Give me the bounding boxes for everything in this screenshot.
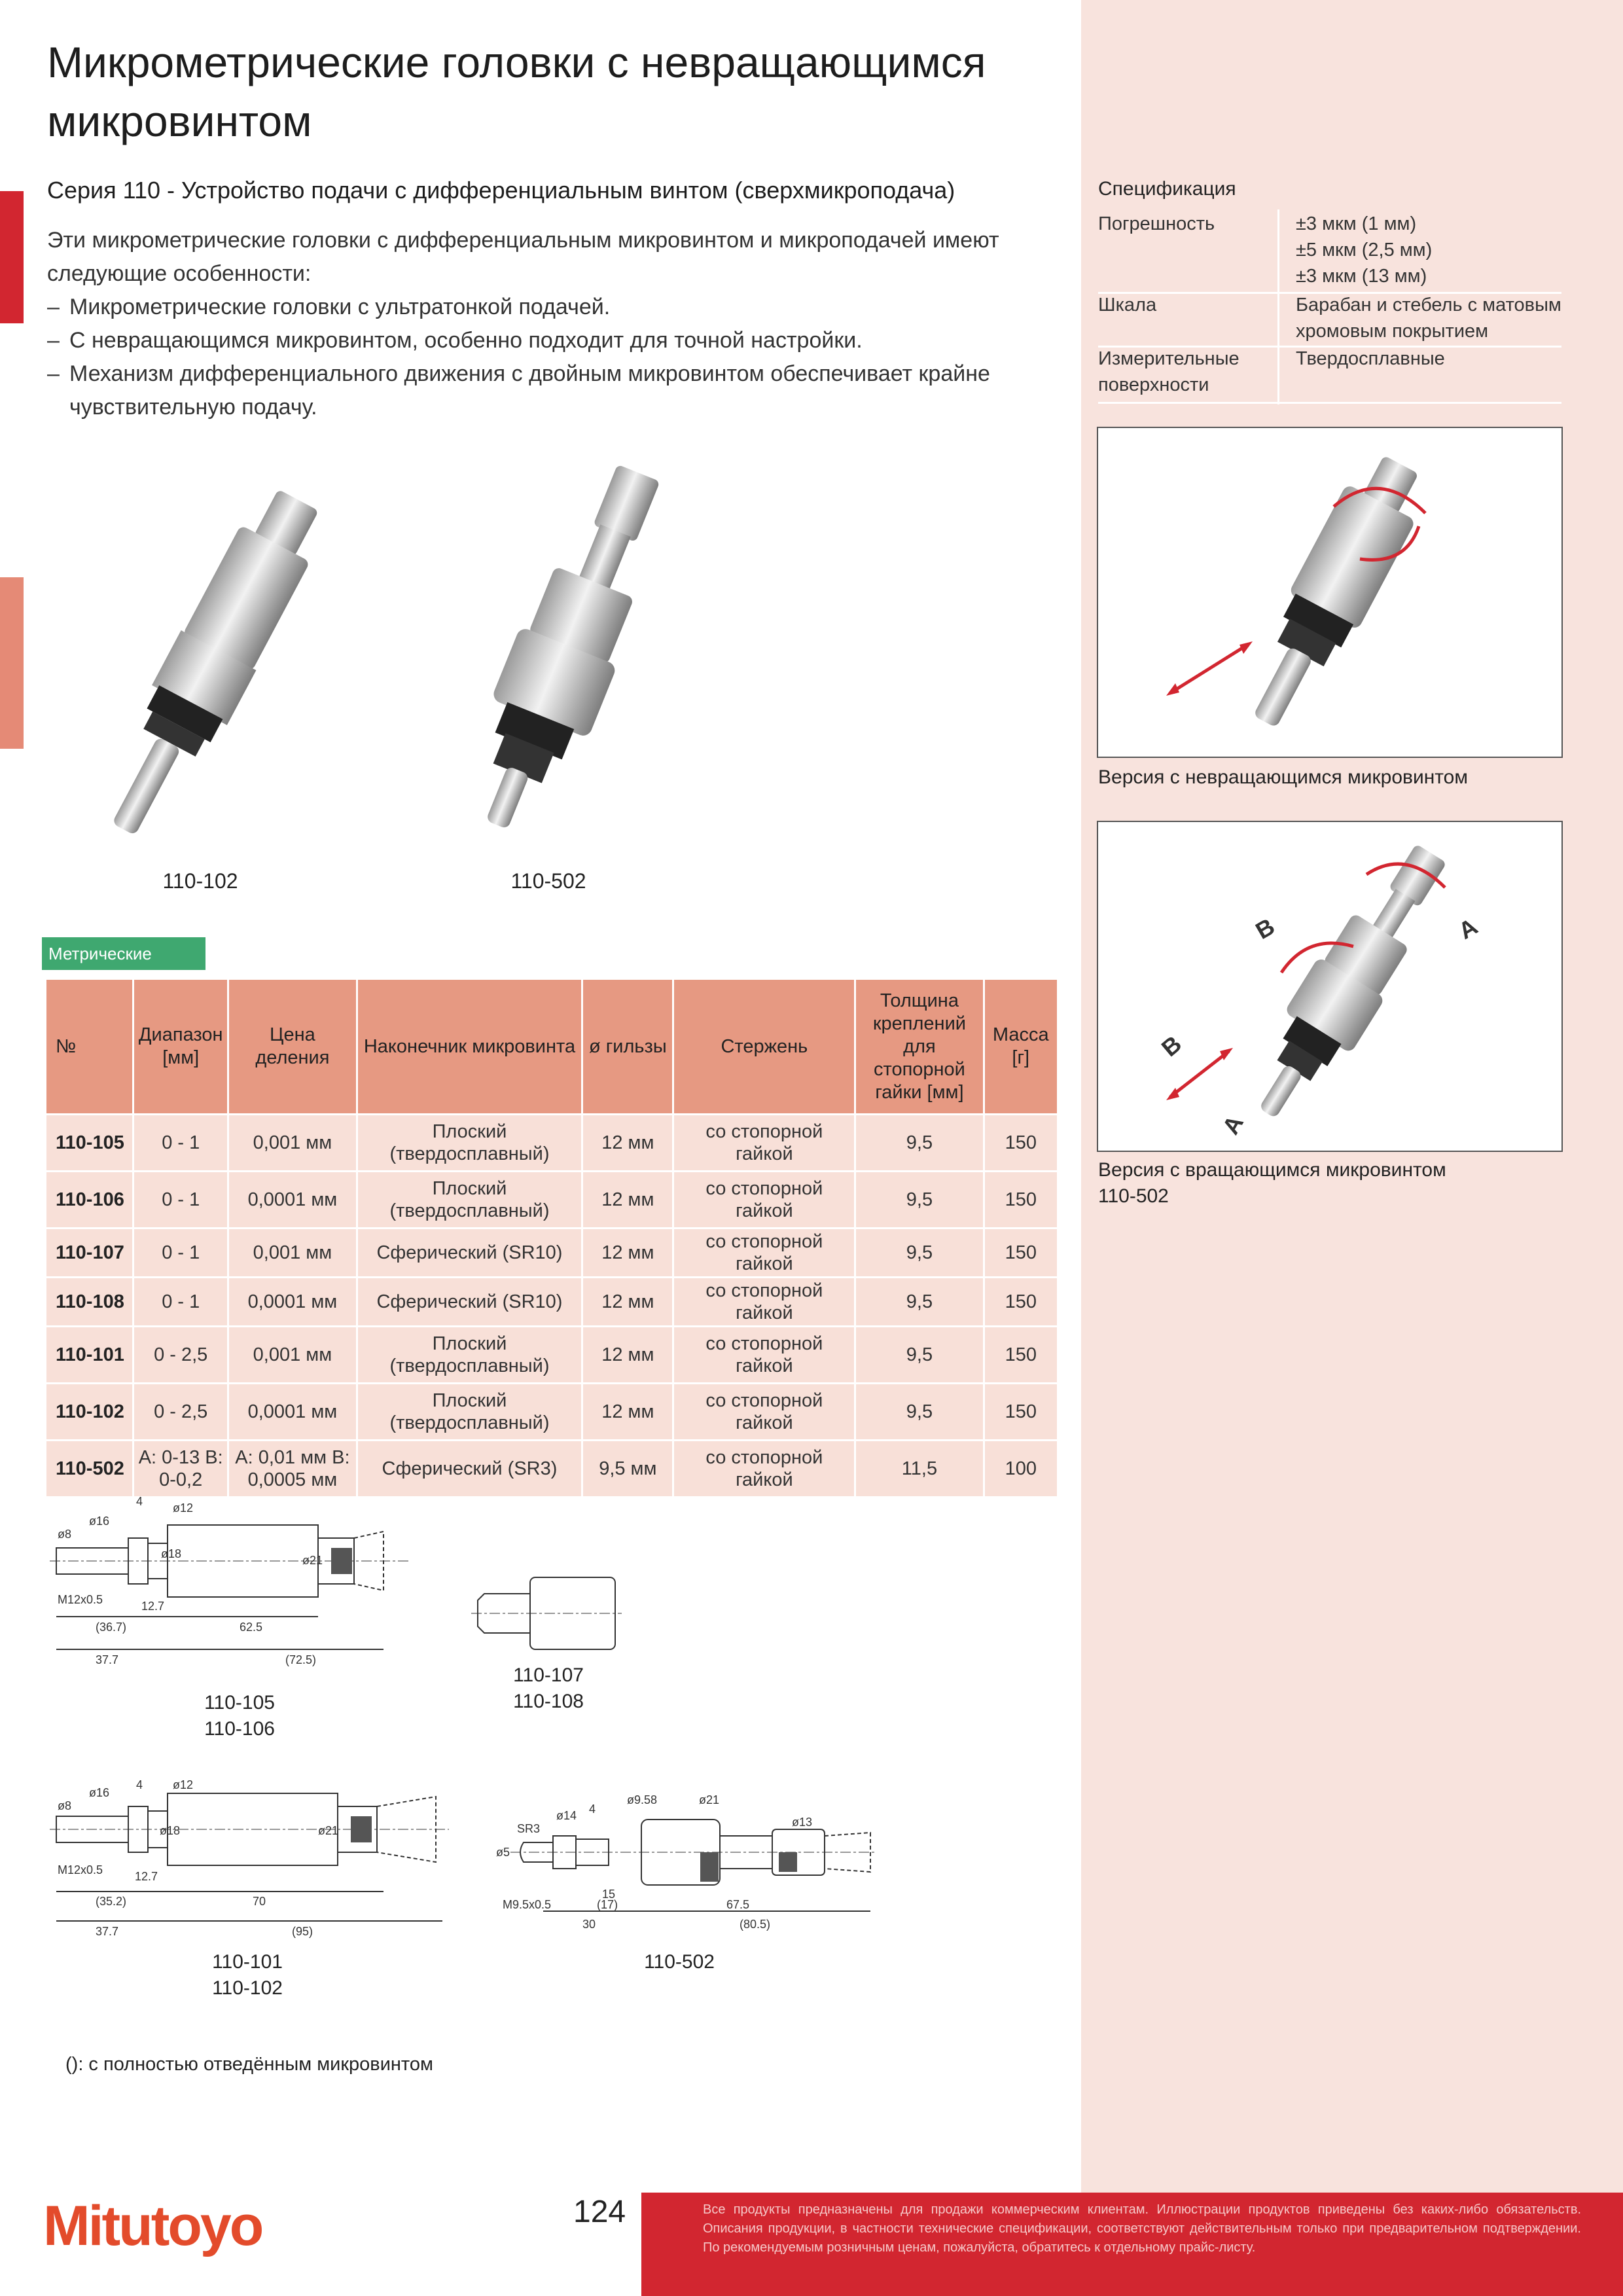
dimension-label: 4 [589,1803,596,1816]
spec-label-scale: Шкала [1098,295,1157,315]
dimension-label: 37.7 [96,1925,119,1938]
dimension-label: ø8 [58,1799,72,1812]
cell: со стопорной гайкой [673,1115,855,1172]
dimension-label: ø9.58 [627,1793,658,1806]
cell: 9,5 [855,1115,984,1172]
bullet-item: – Микрометрические головки с ультратонкой подачей. [47,295,611,319]
cell: 0,0001 мм [228,1384,357,1441]
mark-b: B [1156,1030,1187,1062]
cell: 150 [984,1115,1058,1172]
metric-tag: Метрические [42,937,205,970]
cell: 110-102 [46,1384,134,1441]
cell: 110-108 [46,1278,134,1327]
cell: 9,5 [855,1229,984,1278]
mark-b: B [1251,912,1279,944]
cell: Сферический (SR10) [357,1229,582,1278]
cell: A: 0-13 B: 0-0,2 [134,1441,228,1498]
cell: 12 мм [582,1229,673,1278]
table-row [46,1278,1058,1327]
dimension-label: ø16 [89,1786,110,1799]
cell: 150 [984,1172,1058,1229]
section-marker-salmon [0,577,24,749]
spec-divider [1277,209,1279,404]
bullet-item: – Механизм дифференциального движения с двойным микровинтом обеспечивает крайне чувствительную подачу. [47,361,990,420]
cell: 9,5 [855,1278,984,1327]
bullet-item: – С невращающимся микровинтом, особенно подходит для точной настройки. [47,328,863,353]
cell: 0,001 мм [228,1115,357,1172]
dimension-label: ø13 [792,1816,813,1829]
micrometer-head-illustration [1098,428,1561,757]
table-row [46,1327,1058,1384]
dimension-label: ø21 [699,1793,720,1806]
dimension-label: 37.7 [96,1653,119,1666]
spec-value-accuracy: ±3 мкм (1 мм) ±5 мкм (2,5 мм) ±3 мкм (13 мм) [1296,213,1433,287]
technical-drawing-110-502 [491,1780,883,1937]
cell: Плоский (твердосплавный) [357,1384,582,1441]
drawing-label: 110-101 110-102 [212,1951,283,1999]
photo-label: 110-502 [510,869,586,893]
dimension-label: 15 [602,1888,616,1901]
table-row [46,1115,1058,1172]
spec-row-divider [1098,402,1561,404]
dimension-label: SR3 [517,1822,541,1835]
cell: 110-105 [46,1115,134,1172]
cell: 12 мм [582,1115,673,1172]
cell: 12 мм [582,1384,673,1441]
col-header: Толщина креплений для стопорной гайки [мм] [855,979,984,1115]
technical-drawing-110-107 [471,1571,628,1656]
cell: 0 - 2,5 [134,1327,228,1384]
dimension-label: 62.5 [240,1621,263,1634]
cell: Плоский (твердосплавный) [357,1327,582,1384]
dimension-label: 67.5 [726,1898,750,1911]
cell: 110-106 [46,1172,134,1229]
drawing-label: 110-502 [644,1951,715,1973]
cell: 0 - 1 [134,1229,228,1278]
spec-value-scale: Барабан и стебель с матовым хромовым покрытием [1296,295,1561,342]
micrometer-head-illustration [1098,822,1561,1151]
cell: Сферический (SR3) [357,1441,582,1498]
mark-a: A [1454,912,1482,944]
cell: 150 [984,1327,1058,1384]
dimension-label: ø18 [161,1547,182,1560]
dimension-label: ø16 [89,1515,110,1528]
col-header: Цена деления [228,979,357,1115]
col-header: № [46,979,134,1115]
dimension-label: 4 [136,1495,143,1508]
cell: Плоский (твердосплавный) [357,1172,582,1229]
dimension-label: ø21 [302,1554,323,1567]
cell: 0 - 1 [134,1115,228,1172]
cell: 110-101 [46,1327,134,1384]
cell: со стопорной гайкой [673,1441,855,1498]
cell: со стопорной гайкой [673,1172,855,1229]
cell: 150 [984,1278,1058,1327]
cell: 150 [984,1229,1058,1278]
dimension-label: (35.2) [96,1895,127,1908]
rotating-spindle-photo [1097,821,1563,1152]
table-row [46,1229,1058,1278]
cell: 11,5 [855,1441,984,1498]
dimension-label: 30 [582,1918,596,1931]
cell: со стопорной гайкой [673,1384,855,1441]
dimension-label: (72.5) [285,1653,317,1666]
dimension-label: 4 [136,1778,143,1791]
cell: 12 мм [582,1327,673,1384]
cell: 12 мм [582,1172,673,1229]
spec-label-accuracy: Погрешность [1098,213,1215,234]
dimension-label: ø21 [318,1824,339,1837]
dimension-label: 70 [253,1895,266,1908]
product-table [45,978,1059,1498]
cell: 9,5 [855,1327,984,1384]
intro-text: Эти микрометрические головки с дифференциальным микровинтом и микроподачей имеют следующие особенности: [47,228,999,286]
dimension-label: ø5 [496,1846,510,1859]
section-marker-red [0,191,24,323]
retracted-note: (): с полностью отведённым микровинтом [65,2054,433,2075]
dimension-label: ø14 [556,1809,577,1822]
spec-value-surfaces: Твердосплавные [1296,348,1445,369]
cell: со стопорной гайкой [673,1278,855,1327]
footer-disclaimer: Все продукты предназначены для продажи коммерческим клиентам. Иллюстрации продуктов приведены без каких-либо обязательств. Описания продукции, в частности технические спецификации, соответствуют действительным только при предварительном подтверждении. По рекомендуемым розничным ценам, пожалуйста, обратитесь к отдельному прайс-листу. [703,2202,1581,2255]
cell: 12 мм [582,1278,673,1327]
cell: 0 - 1 [134,1278,228,1327]
table-row [46,1172,1058,1229]
col-header: Масса [г] [984,979,1058,1115]
cell: со стопорной гайкой [673,1327,855,1384]
dimension-label: 12.7 [141,1600,165,1613]
product-photo-110-502 [380,452,746,870]
dimension-label: M9.5x0.5 [503,1898,552,1911]
cell: 9,5 мм [582,1441,673,1498]
spec-label-surfaces: Измерительные поверхности [1098,348,1240,395]
photo-label: 110-102 [162,869,238,893]
mitutoyo-logo: Mitutoyo [43,2195,262,2257]
dimension-label: M12x0.5 [58,1863,103,1876]
cell: со стопорной гайкой [673,1229,855,1278]
cell: Плоский (твердосплавный) [357,1115,582,1172]
product-photo-110-102 [39,465,380,870]
dimension-label: (80.5) [740,1918,771,1931]
table-row [46,1384,1058,1441]
series-subtitle: Серия 110 - Устройство подачи с дифференциальным винтом (сверхмикроподача) [47,177,955,204]
cell: 0 - 2,5 [134,1384,228,1441]
dimension-label: ø18 [160,1824,181,1837]
cell: 9,5 [855,1172,984,1229]
nonrotating-spindle-photo [1097,427,1563,758]
mark-a: A [1217,1110,1249,1139]
col-header: Наконечник микровинта [357,979,582,1115]
cell: A: 0,01 мм B: 0,0005 мм [228,1441,357,1498]
cell: 0 - 1 [134,1172,228,1229]
dimension-label: (95) [292,1925,313,1938]
cell: 110-502 [46,1441,134,1498]
technical-drawing-110-101 [43,1777,455,1941]
col-header: Стержень [673,979,855,1115]
dimension-label: M12x0.5 [58,1593,103,1606]
col-header: Диапазон [мм] [134,979,228,1115]
cell: Сферический (SR10) [357,1278,582,1327]
cell: 9,5 [855,1384,984,1441]
drawing-label: 110-107 110-108 [513,1664,584,1712]
drawing-label: 110-105 110-106 [204,1692,275,1740]
dimension-label: ø8 [58,1528,72,1541]
dimension-label: 12.7 [135,1870,158,1883]
dimension-label: ø12 [173,1501,194,1515]
cell: 0,001 мм [228,1327,357,1384]
page-title: Микрометрические головки с невращающимся микровинтом [47,38,986,145]
technical-drawing-110-105 [43,1486,436,1676]
table-header-row [46,979,1058,1115]
page-number: 124 [573,2195,626,2229]
cell: 0,001 мм [228,1229,357,1278]
cell: 0,0001 мм [228,1278,357,1327]
cell: 110-107 [46,1229,134,1278]
spec-heading: Спецификация [1098,178,1236,200]
cell: 0,0001 мм [228,1172,357,1229]
dimension-label: (36.7) [96,1621,127,1634]
caption-nonrotating: Версия с невращающимся микровинтом [1098,766,1468,788]
caption-rotating: Версия с вращающимся микровинтом 110-502 [1098,1159,1446,1207]
dimension-label: ø12 [173,1778,194,1791]
cell: 150 [984,1384,1058,1441]
cell: 100 [984,1441,1058,1498]
dimension-label: (17) [597,1898,618,1911]
col-header: ø гильзы [582,979,673,1115]
